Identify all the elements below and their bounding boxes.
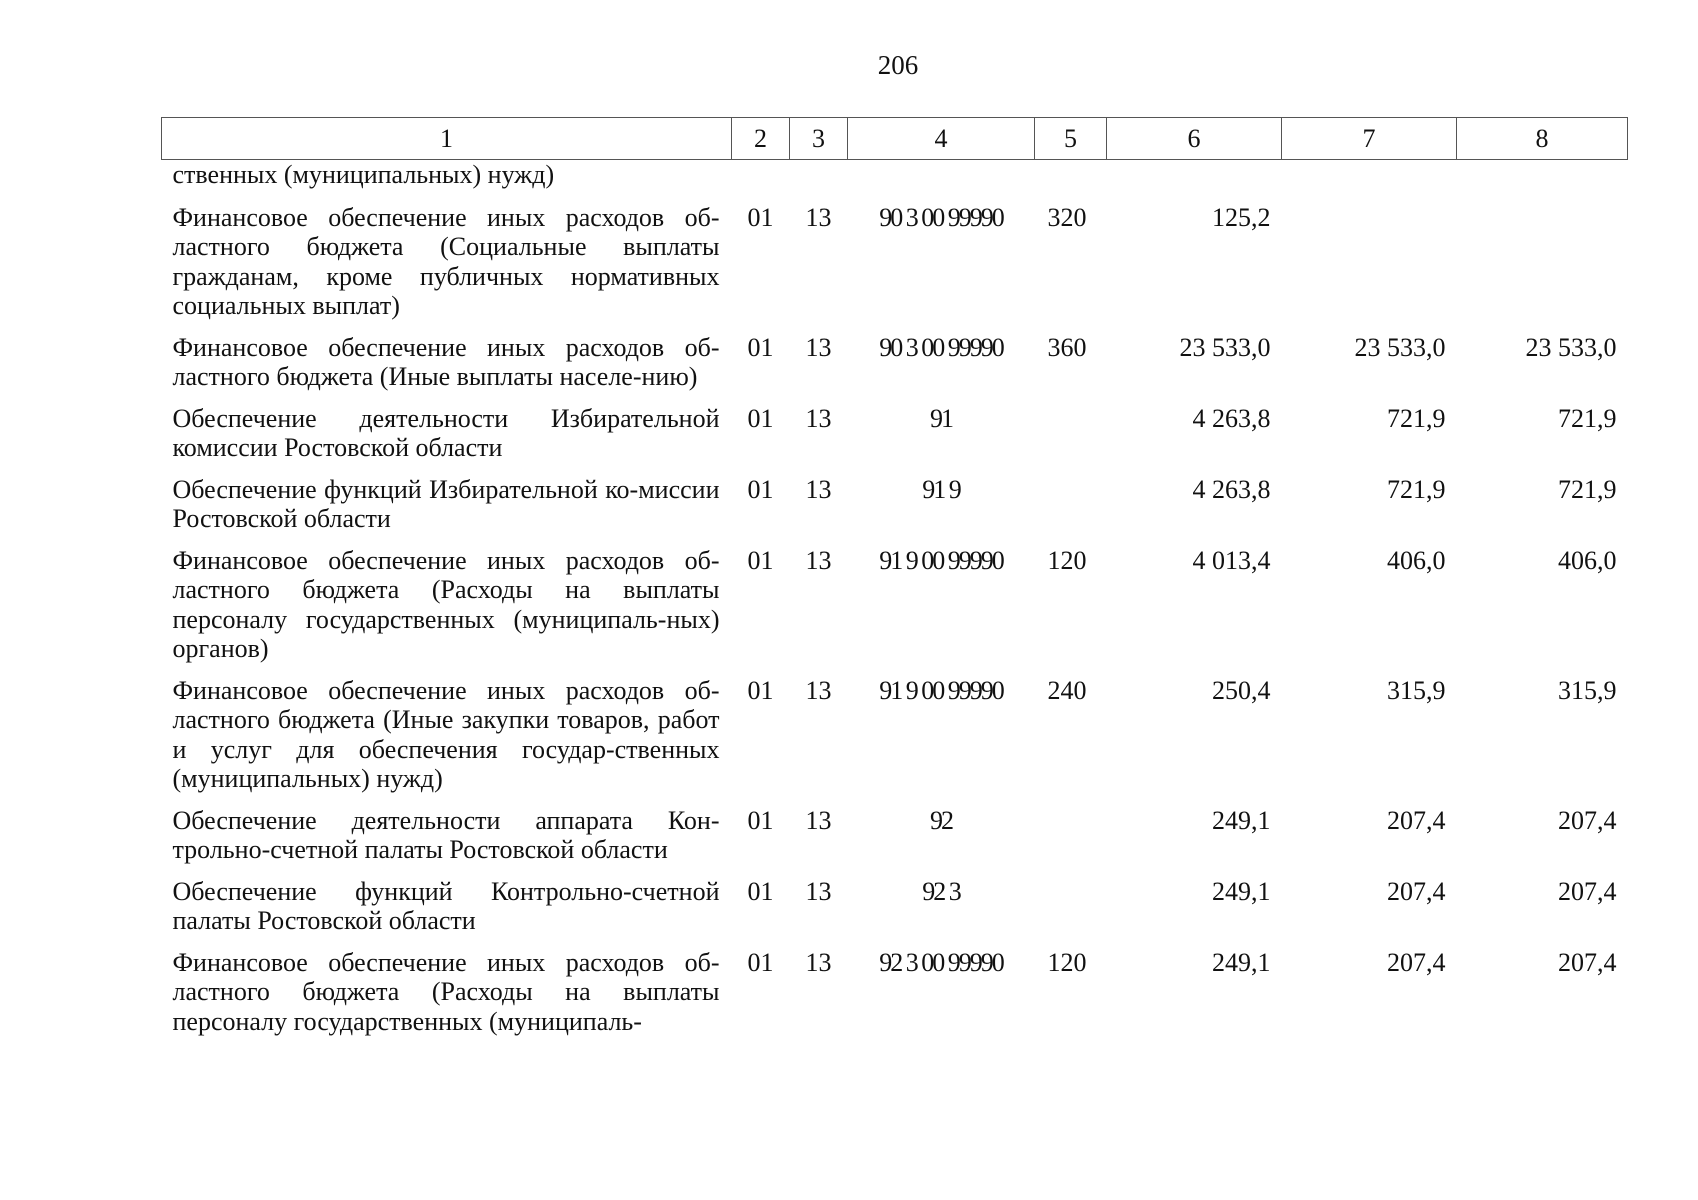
subsection-code: 13 [805,876,832,906]
subsection-code: 13 [805,545,832,575]
amount-col-7: 721,9 [1387,474,1446,504]
amount-col-6: 249,1 [1212,876,1271,906]
section-code: 01 [747,403,774,433]
column-header-3: 3 [790,118,848,160]
subsection-code: 13 [805,332,832,362]
amount-col-7 [1282,203,1457,333]
expense-name: Финансовое обеспечение иных расходов об-ластного бюджета (Расходы на выплаты персоналу государственных (муниципаль-ных) органов) [172,545,720,663]
subsection-code: 13 [805,805,832,835]
expense-type-code: 360 [1047,332,1087,362]
target-article-code: 90 3 00 99990 [879,332,1003,362]
amount-col-7: 207,4 [1387,876,1446,906]
amount-col-7: 207,4 [1387,947,1446,977]
amount-col-8: 721,9 [1558,403,1617,433]
expense-name: Обеспечение деятельности Избирательной комиссии Ростовской области [172,403,720,462]
table-row [162,546,1628,676]
subsection-code: 13 [805,947,832,977]
amount-col-8: 315,9 [1558,675,1617,705]
subsection-code: 13 [805,675,832,705]
column-header-4: 4 [848,118,1035,160]
expense-name: Обеспечение функций Контрольно-счетной палаты Ростовской области [172,876,720,935]
amount-col-8 [1457,203,1628,333]
amount-col-7: 406,0 [1387,545,1446,575]
expense-type-code [1035,404,1107,475]
amount-col-6: 4 263,8 [1192,403,1271,433]
expense-type-code [1035,475,1107,546]
section-code: 01 [747,332,774,362]
subsection-code [790,160,848,203]
target-article-code: 91 9 [922,474,960,504]
target-article-code: 90 3 00 99990 [879,202,1003,232]
column-header-5: 5 [1035,118,1107,160]
expense-name: Обеспечение деятельности аппарата Кон-трольно-счетной палаты Ростовской области [172,805,720,864]
column-header-1: 1 [162,118,732,160]
section-code: 01 [747,876,774,906]
section-code: 01 [747,805,774,835]
amount-col-7 [1282,160,1457,203]
expense-name: Финансовое обеспечение иных расходов об-ластного бюджета (Иные выплаты населе-нию) [172,332,720,391]
subsection-code: 13 [805,403,832,433]
amount-col-7: 207,4 [1387,805,1446,835]
budget-table [161,117,1628,1048]
section-code: 01 [747,947,774,977]
expense-name: Финансовое обеспечение иных расходов об-ластного бюджета (Расходы на выплаты персоналу государственных (муниципаль- [172,947,720,1036]
section-code: 01 [747,675,774,705]
amount-col-7: 721,9 [1387,403,1446,433]
target-article-code [848,160,1035,203]
amount-col-6: 249,1 [1212,805,1271,835]
amount-col-7: 315,9 [1387,675,1446,705]
amount-col-6: 249,1 [1212,947,1271,977]
amount-col-8: 207,4 [1558,876,1617,906]
table-row [162,948,1628,1049]
expense-type-code: 120 [1047,947,1087,977]
target-article-code: 91 9 00 99990 [879,545,1003,575]
target-article-code: 92 3 [922,876,960,906]
expense-type-code [1035,160,1107,203]
subsection-code: 13 [805,474,832,504]
section-code: 01 [747,202,774,232]
expense-type-code: 320 [1047,202,1087,232]
table-header [162,118,1628,160]
table-row [162,160,1628,203]
amount-col-8: 23 533,0 [1525,332,1617,362]
amount-col-6: 4 013,4 [1192,545,1271,575]
section-code: 01 [747,545,774,575]
section-code: 01 [747,474,774,504]
target-article-code: 92 3 00 99990 [879,947,1003,977]
column-header-7: 7 [1282,118,1457,160]
target-article-code: 92 [930,805,952,835]
table-row [162,806,1628,877]
column-header-6: 6 [1107,118,1282,160]
expense-type-code: 240 [1047,675,1087,705]
page-number: 206 [877,50,919,80]
amount-col-7: 23 533,0 [1354,332,1446,362]
amount-col-6: 23 533,0 [1179,332,1271,362]
table-row [162,877,1628,948]
column-header-2: 2 [732,118,790,160]
target-article-code: 91 [930,403,952,433]
amount-col-6: 125,2 [1212,202,1271,232]
amount-col-8: 406,0 [1558,545,1617,575]
expense-name: Финансовое обеспечение иных расходов об-ластного бюджета (Иные закупки товаров, работ и услуг для обеспечения государ-ственных (муниципальных) нужд) [172,675,720,793]
expense-name: Финансовое обеспечение иных расходов об-ластного бюджета (Социальные выплаты гражданам, кроме публичных нормативных социальных выплат) [172,202,720,320]
expense-name: ственных (муниципальных) нужд) [172,160,555,189]
amount-col-6: 4 263,8 [1192,474,1271,504]
table-body [162,160,1628,1049]
amount-col-8 [1457,160,1628,203]
expense-type-code [1035,877,1107,948]
amount-col-6 [1107,160,1282,203]
table-row [162,203,1628,333]
section-code [732,160,790,203]
amount-col-8: 207,4 [1558,947,1617,977]
table-row [162,676,1628,806]
subsection-code: 13 [805,202,832,232]
table-row [162,333,1628,404]
expense-type-code: 120 [1047,545,1087,575]
table-row [162,475,1628,546]
amount-col-8: 207,4 [1558,805,1617,835]
table-row [162,404,1628,475]
expense-name: Обеспечение функций Избирательной ко-миссии Ростовской области [172,474,720,533]
expense-type-code [1035,806,1107,877]
target-article-code: 91 9 00 99990 [879,675,1003,705]
column-header-8: 8 [1457,118,1628,160]
header-row [162,118,1628,160]
budget-table-container [161,117,1627,1048]
amount-col-6: 250,4 [1212,675,1271,705]
amount-col-8: 721,9 [1558,474,1617,504]
